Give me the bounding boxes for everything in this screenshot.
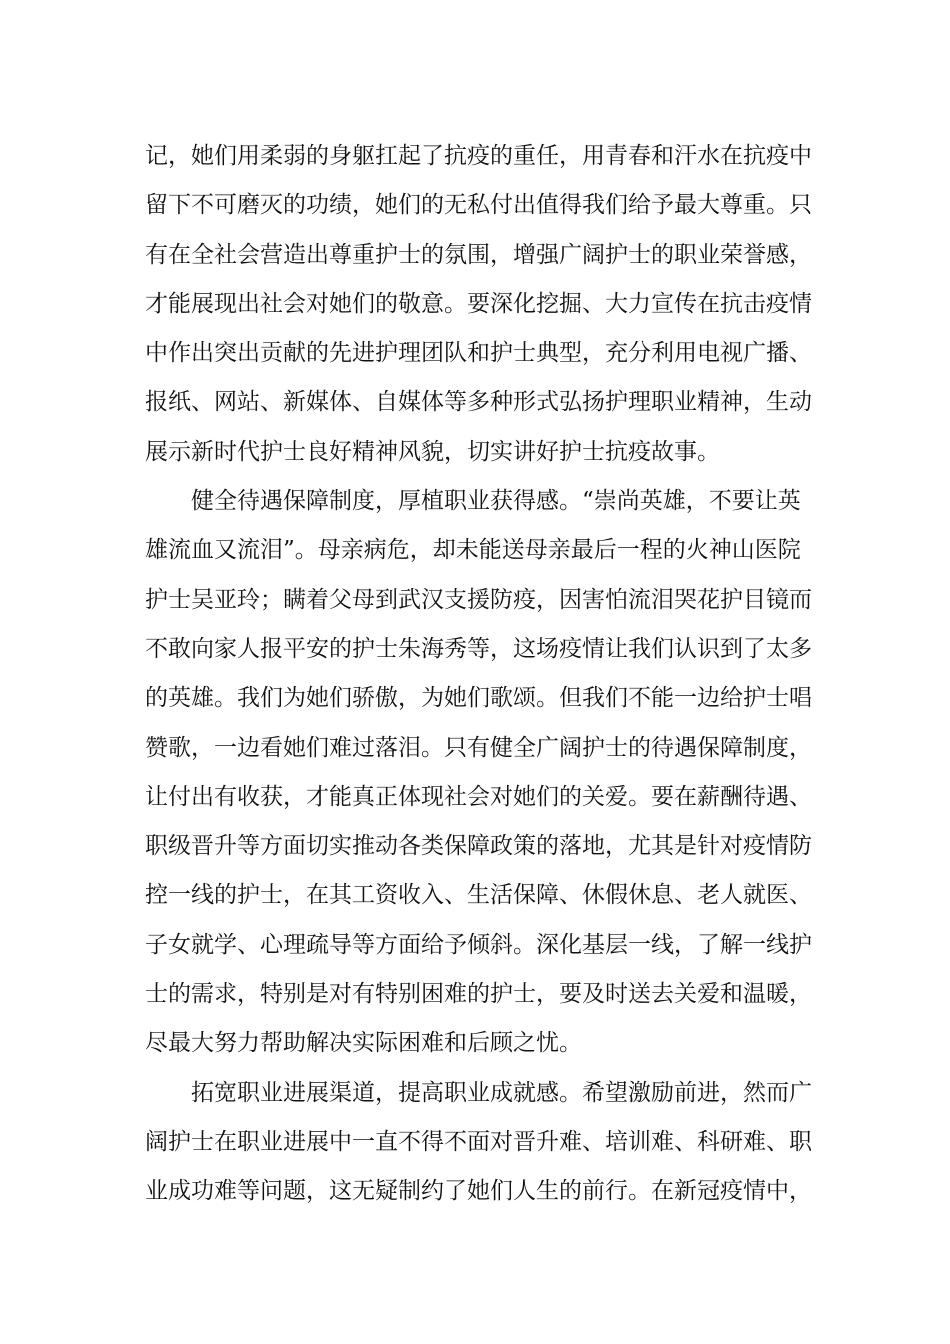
text-line: 赞歌，一边看她们难过落泪。只有健全广阔护士的待遇保障制度，: [145, 734, 812, 761]
text-line: 中作出突出贡献的先进护理团队和护士典型，充分利用电视广播、: [145, 340, 812, 367]
text-line: 阔护士在职业进展中一直不得不面对晋升难、培训难、科研难、职: [145, 1128, 812, 1155]
text-line: 的英雄。我们为她们骄傲，为她们歌颂。但我们不能一边给护士唱: [145, 685, 812, 712]
text-line: 业成功难等问题，这无疑制约了她们人生的前行。在新冠疫情中，: [145, 1178, 812, 1205]
paragraph-first-line: 健全待遇保障制度，厚植职业获得感。“崇尚英雄，不要让英: [191, 488, 801, 515]
text-line: 展示新时代护士良好精神风貌，切实讲好护士抗疫故事。: [145, 438, 720, 465]
text-line: 子女就学、心理疏导等方面给予倾斜。深化基层一线，了解一线护: [145, 931, 812, 958]
paragraph-first-line: 拓宽职业进展渠道，提高职业成就感。希望激励前进，然而广: [191, 1079, 812, 1106]
text-line: 雄流血又流泪”。母亲病危，却未能送母亲最后一程的火神山医院: [145, 537, 801, 564]
text-line: 不敢向家人报平安的护士朱海秀等，这场疫情让我们认识到了太多: [145, 635, 812, 662]
text-line: 护士吴亚玲；瞒着父母到武汉支援防疫，因害怕流泪哭花护目镜而: [145, 586, 812, 613]
text-line: 尽最大努力帮助解决实际困难和后顾之忧。: [145, 1030, 582, 1057]
text-line: 报纸、网站、新媒体、自媒体等多种形式弘扬护理职业精神，生动: [145, 389, 812, 416]
body-text: [145, 132, 810, 1217]
text-line: 有在全社会营造出尊重护士的氛围，增强广阔护士的职业荣誉感，: [145, 241, 812, 268]
text-line: 记，她们用柔弱的身躯扛起了抗疫的重任，用青春和汗水在抗疫中: [145, 143, 812, 169]
text-line: 士的需求，特别是对有特别困难的护士，要及时送去关爱和温暖，: [145, 981, 812, 1008]
text-line: 控一线的护士，在其工资收入、生活保障、休假休息、老人就医、: [145, 882, 812, 909]
text-line: 才能展现出社会对她们的敬意。要深化挖掘、大力宣传在抗击疫情: [145, 290, 812, 317]
text-line: 留下不可磨灭的功绩，她们的无私付出值得我们给予最大尊重。只: [145, 192, 812, 219]
text-line: 让付出有收获，才能真正体现社会对她们的关爱。要在薪酬待遇、: [145, 783, 812, 810]
text-line: 职级晋升等方面切实推动各类保障政策的落地，尤其是针对疫情防: [145, 833, 812, 860]
